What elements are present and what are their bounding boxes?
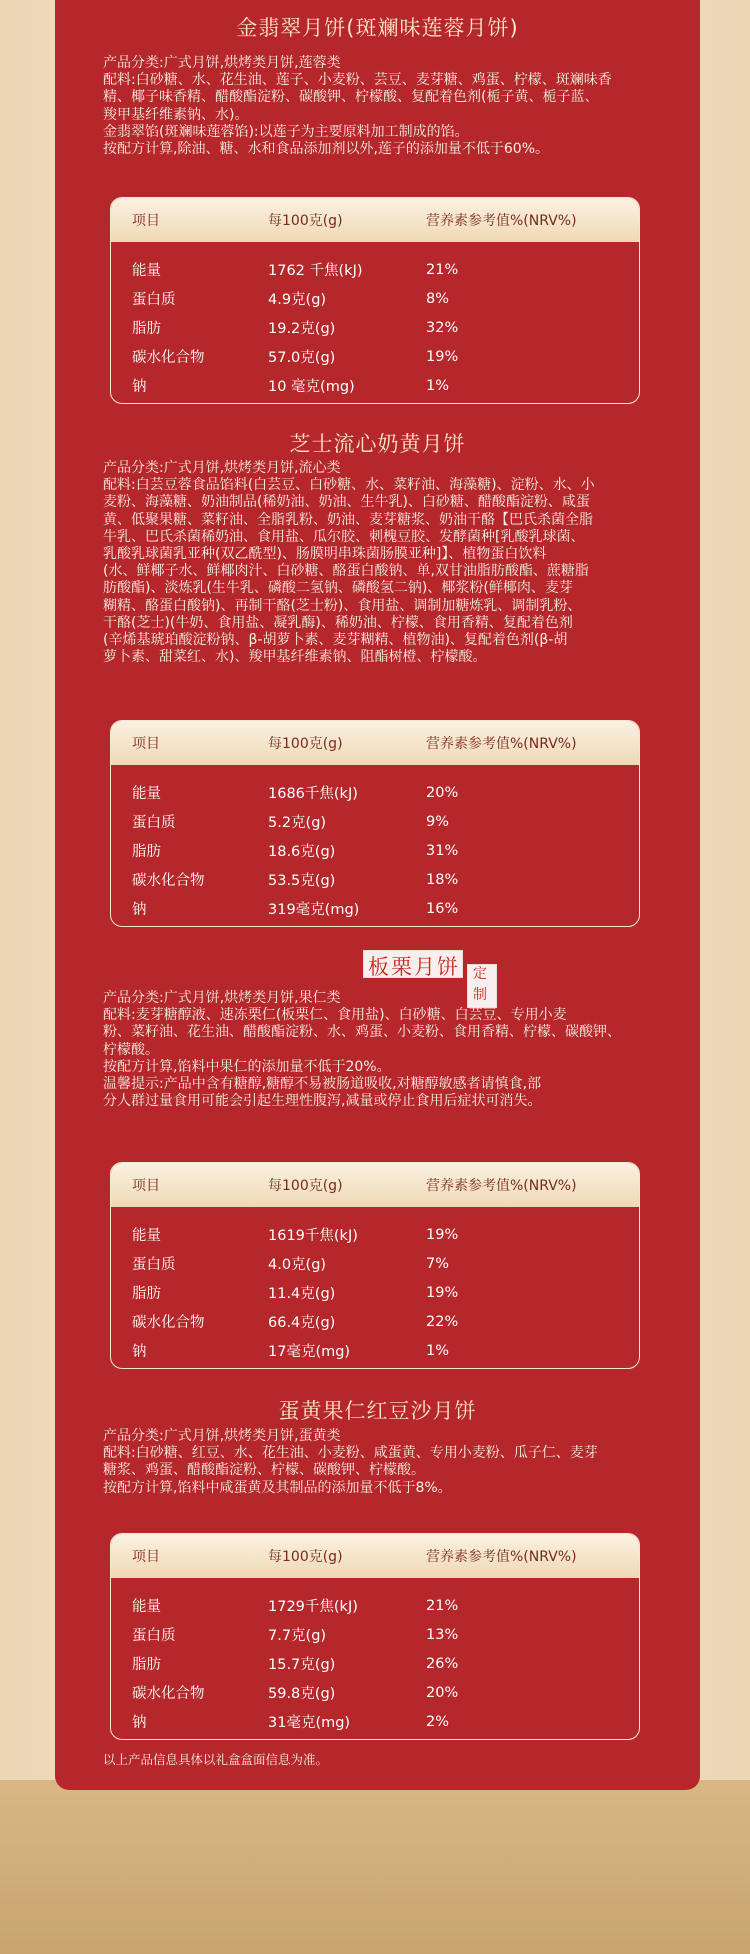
- table-row: 碳水化合物 53.5克(g) 18%: [132, 871, 459, 889]
- table-row: 能量 1762 千焦(kJ) 21%: [132, 261, 459, 279]
- section-title-2: 芝士流心奶黄月饼: [289, 432, 466, 456]
- table-row: 钠 31毫克(mg) 2%: [132, 1713, 450, 1731]
- table-row: 碳水化合物 59.8克(g) 20%: [132, 1684, 459, 1702]
- header-per100g: 每100克(g): [268, 213, 343, 229]
- custom-stamp-text: 定 制: [473, 966, 487, 1003]
- section-desc-1: 产品分类:广式月饼,烘烤类月饼,莲蓉类 配料:白砂糖、水、花生油、莲子、小麦粉、芸豆、麦芽糖、鸡蛋、柠檬、斑斓味香 精、椰子味香精、醋酸酯淀粉、碳酸钾、柠檬酸、复配着色剂(栀子黄、栀子蓝、 羧甲基纤维素钠、水)。 金翡翠馅(斑斓味莲蓉馅):以莲子为主要原料加工制成的馅。 按配方计算,除油、糖、水和食品添加剂以外,莲子的添加量不低于60%。: [103, 55, 612, 158]
- table-row: 能量 1729千焦(kJ) 21%: [132, 1597, 459, 1615]
- table-row: 蛋白质 4.0克(g) 7%: [132, 1255, 450, 1273]
- table-row: 钠 17毫克(mg) 1%: [132, 1342, 450, 1360]
- table-row: 钠 319毫克(mg) 16%: [132, 900, 459, 918]
- header-nrv: 营养素参考值%(NRV%): [426, 213, 577, 229]
- nutrition-table-2: [110, 720, 640, 927]
- table-row: 蛋白质 4.9克(g) 8%: [132, 290, 450, 308]
- section-title-4: 蛋黄果仁红豆沙月饼: [278, 1399, 477, 1423]
- section-desc-3: 产品分类:广式月饼,烘烤类月饼,果仁类 配料:麦芽糖醇液、速冻栗仁(板栗仁、食用盐)、白砂糖、白芸豆、专用小麦 粉、菜籽油、花生油、醋酸酯淀粉、水、鸡蛋、小麦粉、食用香精、柠檬、碳酸钾、 柠檬酸。 按配方计算,馅料中果仁的添加量不低于20%。 温馨提示:产品中含有糖醇,糖醇不易被肠道吸收,对糖醇敏感者请慎食,部 分人群过量食用可能会引起生理性腹泻,减量或停止食用后症状可消失。: [103, 990, 621, 1110]
- section-title-3: 板栗月饼: [368, 955, 460, 979]
- table-row: 脂肪 11.4克(g) 19%: [132, 1284, 459, 1302]
- table-header: 项目 每100克(g) 营养素参考值%(NRV%): [111, 721, 639, 765]
- table-header: [111, 198, 639, 242]
- table-row: 脂肪 19.2克(g) 32%: [132, 319, 459, 337]
- nutrition-table-1: [110, 197, 640, 404]
- footer-note: 以上产品信息具体以礼盒盒面信息为准。: [103, 1752, 329, 1767]
- nutrition-table-3: [110, 1162, 640, 1369]
- table-row: 钠 10 毫克(mg) 1%: [132, 377, 450, 395]
- table-header: 项目 每100克(g) 营养素参考值%(NRV%): [111, 1163, 639, 1207]
- table-row: 脂肪 15.7克(g) 26%: [132, 1655, 459, 1673]
- table-row: 能量 1686千焦(kJ) 20%: [132, 784, 459, 802]
- background-bottom: [0, 1780, 750, 1954]
- section-title-1: 金翡翠月饼(斑斓味莲蓉月饼): [236, 16, 519, 40]
- nutrition-table-4: [110, 1533, 640, 1740]
- table-header: 项目 每100克(g) 营养素参考值%(NRV%): [111, 1534, 639, 1578]
- table-row: 蛋白质 5.2克(g) 9%: [132, 813, 450, 831]
- table-row: 碳水化合物 66.4克(g) 22%: [132, 1313, 459, 1331]
- product-info-panel: [55, 0, 700, 1790]
- table-row: 碳水化合物 57.0克(g) 19%: [132, 348, 459, 366]
- section-desc-2: 产品分类:广式月饼,烘烤类月饼,流心类 配料:白芸豆蓉食品馅料(白芸豆、白砂糖、水、菜籽油、海藻糖)、淀粉、水、小 麦粉、海藻糖、奶油制品(稀奶油、奶油、生牛乳)、白砂糖、醋酸酯淀粉、咸蛋 黄、低聚果糖、菜籽油、全脂乳粉、奶油、麦芽糖浆、奶油干酪【巴氏杀菌全脂 牛乳、巴氏杀菌稀奶油、食用盐、瓜尔胶、刺槐豆胶、发酵菌种[乳酸乳球菌、 乳酸乳球菌乳亚种(双乙酰型)、肠膜明串珠菌肠膜亚种]】、植物蛋白饮料 (水、鲜椰子水、鲜椰肉汁、白砂糖、酪蛋白酸钠、单,双甘油脂肪酸酯、蔗糖脂 肪酸酯)、淡炼乳(生牛乳、磷酸二氢钠、磷酸氢二钠)、椰浆粉(鲜椰肉、麦芽 糊精、酪蛋白酸钠)、再制干酪(芝士粉)、食用盐、调制加糖炼乳、调制乳粉、 干酪(芝士)(牛奶、食用盐、凝乳酶)、稀奶油、柠檬、食用香精、复配着色剂 (辛烯基琥珀酸淀粉钠、β-胡萝卜素、麦芽糊精、植物油)、复配着色剂(β-胡 萝卜素、甜菜红、水)、羧甲基纤维素钠、阻酯树橙、柠檬酸。: [103, 460, 595, 666]
- table-row: 脂肪 18.6克(g) 31%: [132, 842, 459, 860]
- table-row: 能量 1619千焦(kJ) 19%: [132, 1226, 459, 1244]
- section-desc-4: 产品分类:广式月饼,烘烤类月饼,蛋黄类 配料:白砂糖、红豆、水、花生油、小麦粉、咸蛋黄、专用小麦粉、瓜子仁、麦芽 糖浆、鸡蛋、醋酸酯淀粉、柠檬、碳酸钾、柠檬酸。 按配方计算,馅料中咸蛋黄及其制品的添加量不低于8%。: [103, 1428, 598, 1496]
- table-row: 蛋白质 7.7克(g) 13%: [132, 1626, 459, 1644]
- header-item: 项目: [132, 213, 160, 229]
